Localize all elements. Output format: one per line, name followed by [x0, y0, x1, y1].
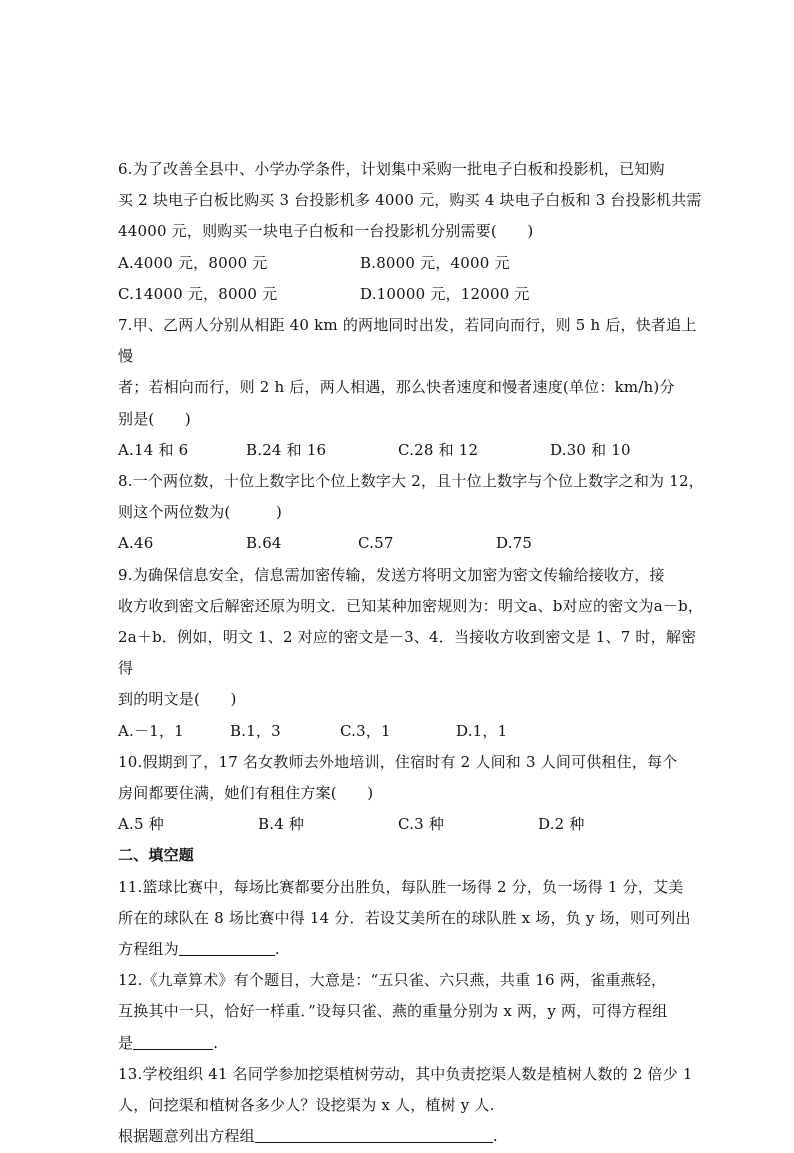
- question-8-line-2: 则这个两位数为( ): [118, 503, 283, 522]
- question-6-option-d: D.10000 元，12000 元: [360, 284, 530, 303]
- question-13-prompt: 根据题意列出方程组: [118, 1127, 255, 1146]
- question-13: [118, 1059, 708, 1153]
- question-6-line-2: 买 2 块电子白板比购买 3 台投影机多 4000 元，购买 4 块电子白板和 3 台投影机共需: [118, 191, 702, 210]
- question-12-line-2: 互换其中一只，恰好一样重．”设每只雀、燕的重量分别为 x 两，y 两，可得方程组: [118, 1002, 668, 1021]
- question-8-option-d: D.75: [496, 534, 533, 553]
- question-8-options: [118, 528, 708, 559]
- question-13-line-1: 13.学校组织 41 名同学参加挖渠植树劳动，其中负责挖渠人数是植树人数的 2 倍少 1: [118, 1064, 693, 1083]
- question-9-option-c: C.3，1: [340, 721, 391, 740]
- question-13-line-2: 人，问挖渠和植树各多少人？设挖渠为 x 人，植树 y 人.: [118, 1096, 495, 1115]
- question-10-option-a: A.5 种: [118, 815, 164, 834]
- question-12: [118, 965, 708, 1059]
- question-6-option-c: C.14000 元，8000 元: [118, 284, 278, 303]
- question-7-option-c: C.28 和 12: [398, 440, 479, 459]
- question-13-answer-blank[interactable]: [255, 1124, 493, 1143]
- section-heading-fill-in: 二、填空题: [118, 846, 195, 865]
- question-7: [118, 310, 708, 466]
- question-8-option-a: A.46: [118, 534, 154, 553]
- question-7-line-1: 7.甲、乙两人分别从相距 40 km 的两地同时出发，若同向而行，则 5 h 后，快者追上慢: [118, 316, 697, 366]
- question-7-options: [118, 435, 708, 466]
- question-7-option-d: D.30 和 10: [550, 440, 631, 459]
- question-6: [118, 154, 708, 310]
- question-7-line-2: 者；若相向而行，则 2 h 后，两人相遇，那么快者速度和慢者速度(单位：km/h)分: [118, 378, 675, 397]
- question-10-option-c: C.3 种: [398, 815, 445, 834]
- question-list: [118, 154, 708, 1153]
- question-11-answer-blank[interactable]: [179, 937, 275, 956]
- question-9-options: [118, 716, 708, 747]
- question-8-option-b: B.64: [246, 534, 282, 553]
- question-13-period: .: [492, 1127, 498, 1146]
- question-7-option-a: A.14 和 6: [118, 440, 189, 459]
- question-11-line-2: 所在的球队在 8 场比赛中得 14 分．若设艾美所在的球队胜 x 场，负 y 场，则可列出: [118, 908, 691, 927]
- question-12-answer-blank[interactable]: [133, 1031, 213, 1050]
- question-9-line-2: 收方收到密文后解密还原为明文．已知某种加密规则为：明文a、b对应的密文为a－b，: [118, 596, 704, 615]
- question-9-line-3: 2a＋b．例如，明文 1、2 对应的密文是－3、4．当接收方收到密文是 1、7 时，解密得: [118, 628, 697, 678]
- question-12-line-3: [118, 1028, 708, 1059]
- question-7-line-3: 别是( ): [118, 409, 191, 428]
- question-12-line-1: 12.《九章算术》有个题目，大意是：“五只雀、六只燕，共重 16 两，雀重燕轻，: [118, 971, 667, 990]
- question-6-line-1: 6.为了改善全县中、小学办学条件，计划集中采购一批电子白板和投影机，已知购: [118, 160, 665, 178]
- question-10-line-2: 房间都要住满，她们有租住方案( ): [118, 784, 374, 803]
- question-9-option-a: A.－1，1: [118, 721, 184, 740]
- question-12-prompt: 是: [118, 1033, 134, 1052]
- question-9-line-4: 到的明文是( ): [118, 690, 237, 709]
- question-9-option-b: B.1，3: [230, 721, 281, 740]
- question-10-option-d: D.2 种: [538, 815, 585, 834]
- question-12-period: .: [213, 1033, 219, 1052]
- question-10-options: [118, 809, 708, 840]
- question-11-line-3: [118, 934, 708, 965]
- question-7-option-b: B.24 和 16: [246, 440, 327, 459]
- question-10: [118, 747, 708, 841]
- question-10-option-b: B.4 种: [258, 815, 305, 834]
- question-11-prompt: 方程组为: [118, 940, 179, 959]
- question-8-option-c: C.57: [358, 534, 394, 553]
- question-6-line-3: 44000 元，则购买一块电子白板和一台投影机分别需要( ): [118, 222, 534, 241]
- question-9-line-1: 9.为确保信息安全，信息需加密传输，发送方将明文加密为密文传输给接收方，接: [118, 565, 665, 584]
- question-8: [118, 466, 708, 560]
- question-6-options-row-2: [118, 279, 708, 310]
- question-11-period: .: [274, 940, 280, 959]
- question-11-line-1: 11.篮球比赛中，每场比赛都要分出胜负，每队胜一场得 2 分，负一场得 1 分，艾美: [118, 877, 684, 896]
- question-9: [118, 560, 708, 747]
- question-10-line-1: 10.假期到了，17 名女教师去外地培训，住宿时有 2 人间和 3 人间可供租住，每个: [118, 752, 678, 771]
- question-6-options-row-1: [118, 248, 708, 279]
- question-8-line-1: 8.一个两位数，十位上数字比个位上数字大 2，且十位上数字与个位上数字之和为 12，: [118, 472, 704, 491]
- question-6-option-b: B.8000 元，4000 元: [360, 253, 510, 272]
- question-11: [118, 872, 708, 966]
- question-6-option-a: A.4000 元，8000 元: [118, 253, 268, 272]
- question-13-line-3: [118, 1121, 708, 1152]
- question-9-option-d: D.1，1: [456, 721, 508, 740]
